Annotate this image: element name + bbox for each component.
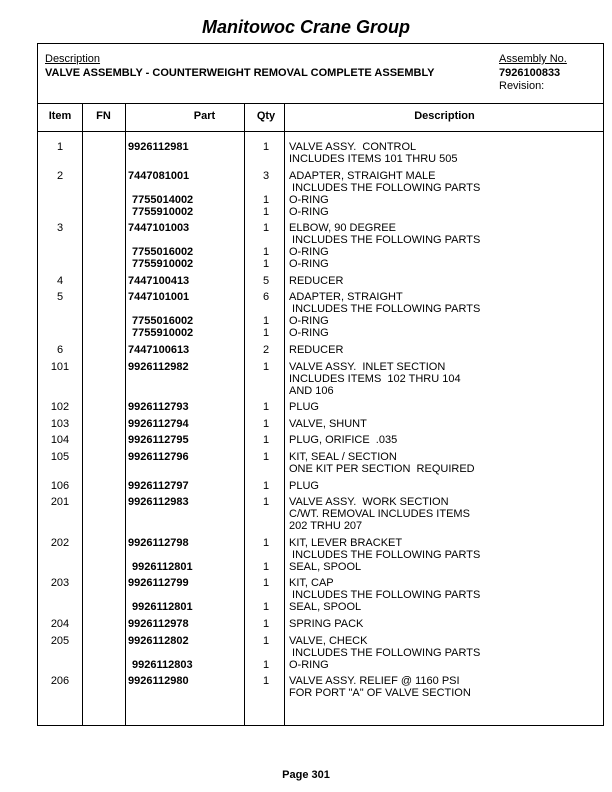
item-number: 1 (56, 141, 64, 153)
item-number: 201 (50, 496, 70, 509)
quantity: 1 (262, 634, 270, 647)
assembly-number: 7926100833 (499, 67, 561, 79)
item-number: 104 (50, 434, 70, 447)
item-number: 202 (50, 536, 70, 549)
page-title: Manitowoc Crane Group (201, 17, 410, 37)
part-description: O-RING (289, 258, 329, 271)
quantity: 1 (262, 417, 270, 430)
quantity: 1 (262, 360, 270, 373)
quantity: 2 (262, 344, 270, 356)
part-number: 7447101003 (128, 222, 190, 235)
item-number: 2 (56, 169, 64, 182)
part-description: PLUG, ORIFICE .035 (289, 434, 398, 447)
part-description: ADAPTER, STRAIGHT INCLUDES THE FOLLOWING PARTS (289, 291, 481, 316)
part-description: SEAL, SPOOL (289, 560, 362, 573)
quantity: 1 (262, 315, 270, 328)
part-description: REDUCER (289, 344, 344, 356)
part-number: 9926112795 (128, 434, 189, 447)
part-description: SPRING PACK (289, 618, 364, 630)
quantity: 3 (262, 169, 270, 182)
part-number: 9926112982 (128, 360, 189, 373)
part-description: KIT, CAP INCLUDES THE FOLLOWING PARTS (289, 577, 481, 602)
part-number: 9926112801 (132, 560, 193, 573)
part-description: KIT, SEAL / SECTION ONE KIT PER SECTION REQUIRED (289, 451, 475, 475)
part-number: 7447081001 (128, 169, 190, 182)
column-divider (125, 103, 126, 725)
column-header-item: Item (48, 110, 72, 122)
item-number: 101 (50, 360, 70, 373)
part-description: ELBOW, 90 DEGREE INCLUDES THE FOLLOWING PARTS (289, 222, 481, 247)
assembly-header (38, 44, 603, 104)
part-description: REDUCER (289, 274, 344, 287)
part-description: ADAPTER, STRAIGHT MALE INCLUDES THE FOLLOWING PARTS (289, 169, 481, 194)
part-number: 9926112798 (128, 536, 189, 549)
quantity: 1 (262, 193, 270, 206)
item-number: 105 (50, 451, 70, 463)
part-description: VALVE ASSY. CONTROL INCLUDES ITEMS 101 THRU 505 (289, 141, 458, 165)
part-number: 9926112794 (128, 417, 189, 430)
quantity: 1 (262, 434, 270, 447)
quantity: 1 (262, 601, 270, 614)
revision-label: Revision: (499, 80, 545, 92)
part-description: O-RING (289, 205, 329, 218)
column-header-qty: Qty (256, 110, 276, 122)
quantity: 1 (262, 401, 270, 414)
column-divider (82, 103, 83, 725)
item-number: 5 (56, 291, 64, 304)
part-description: VALVE ASSY. RELIEF @ 1160 PSI FOR PORT "A" OF VALVE SECTION (289, 675, 471, 700)
quantity: 1 (262, 577, 270, 590)
quantity: 6 (262, 291, 270, 304)
part-number: 9926112799 (128, 577, 189, 590)
part-number: 7755014002 (132, 193, 194, 206)
part-description: O-RING (289, 246, 329, 259)
part-description: VALVE, CHECK INCLUDES THE FOLLOWING PARTS (289, 634, 481, 659)
parts-table-frame (37, 43, 604, 726)
quantity: 1 (262, 496, 270, 509)
part-number: 7755910002 (132, 327, 194, 340)
assembly-description: VALVE ASSEMBLY - COUNTERWEIGHT REMOVAL COMPLETE ASSEMBLY (45, 67, 435, 79)
page-number: Page 301 (282, 769, 330, 781)
item-number: 203 (50, 577, 70, 590)
quantity: 1 (262, 675, 270, 688)
quantity: 5 (262, 274, 270, 287)
item-number: 3 (56, 222, 64, 235)
quantity: 1 (262, 246, 270, 259)
part-description: VALVE, SHUNT (289, 417, 367, 430)
item-number: 205 (50, 634, 70, 647)
part-number: 9926112978 (128, 618, 189, 630)
part-number: 9926112983 (128, 496, 189, 509)
quantity: 1 (262, 479, 270, 492)
part-number: 9926112793 (128, 401, 189, 414)
part-description: VALVE ASSY. WORK SECTION C/WT. REMOVAL INCLUDES ITEMS 202 TRHU 207 (289, 496, 470, 533)
part-number: 9926112802 (128, 634, 189, 647)
part-number: 7447101001 (128, 291, 190, 304)
part-number: 9926112796 (128, 451, 189, 463)
quantity: 1 (262, 536, 270, 549)
quantity: 1 (262, 141, 270, 153)
quantity: 1 (262, 658, 270, 671)
item-number: 103 (50, 417, 70, 430)
column-header-part: Part (193, 110, 216, 122)
item-number: 4 (56, 274, 64, 287)
part-description: O-RING (289, 658, 329, 671)
part-number: 7755910002 (132, 258, 194, 271)
item-number: 102 (50, 401, 70, 414)
part-description: PLUG (289, 401, 319, 414)
part-number: 7755016002 (132, 246, 194, 259)
part-number: 9926112981 (128, 141, 189, 153)
quantity: 1 (262, 451, 270, 463)
column-header-fn: FN (96, 110, 111, 122)
part-number: 7447100413 (128, 274, 190, 287)
part-number: 9926112801 (132, 601, 193, 614)
part-description: KIT, LEVER BRACKET INCLUDES THE FOLLOWING PARTS (289, 536, 481, 561)
quantity: 1 (262, 222, 270, 235)
part-number: 7755910002 (132, 205, 194, 218)
part-description: PLUG (289, 479, 319, 492)
assembly-number-label: Assembly No. (499, 53, 567, 65)
part-number: 7447100613 (128, 344, 190, 356)
description-label: Description (45, 53, 101, 65)
part-number: 7755016002 (132, 315, 194, 328)
item-number: 206 (50, 675, 70, 688)
column-headers (38, 103, 603, 132)
item-number: 6 (56, 344, 64, 356)
quantity: 1 (262, 327, 270, 340)
part-description: O-RING (289, 193, 329, 206)
part-number: 9926112980 (128, 675, 189, 688)
part-description: SEAL, SPOOL (289, 601, 362, 614)
part-description: O-RING (289, 315, 329, 328)
part-description: O-RING (289, 327, 329, 340)
item-number: 204 (50, 618, 70, 630)
quantity: 1 (262, 618, 270, 630)
part-number: 9926112803 (132, 658, 193, 671)
part-description: VALVE ASSY. INLET SECTION INCLUDES ITEMS 102 THRU 104 AND 106 (289, 360, 461, 397)
quantity: 1 (262, 205, 270, 218)
part-number: 9926112797 (128, 479, 189, 492)
quantity: 1 (262, 258, 270, 271)
quantity: 1 (262, 560, 270, 573)
item-number: 106 (50, 479, 70, 492)
column-header-description: Description (414, 110, 475, 122)
